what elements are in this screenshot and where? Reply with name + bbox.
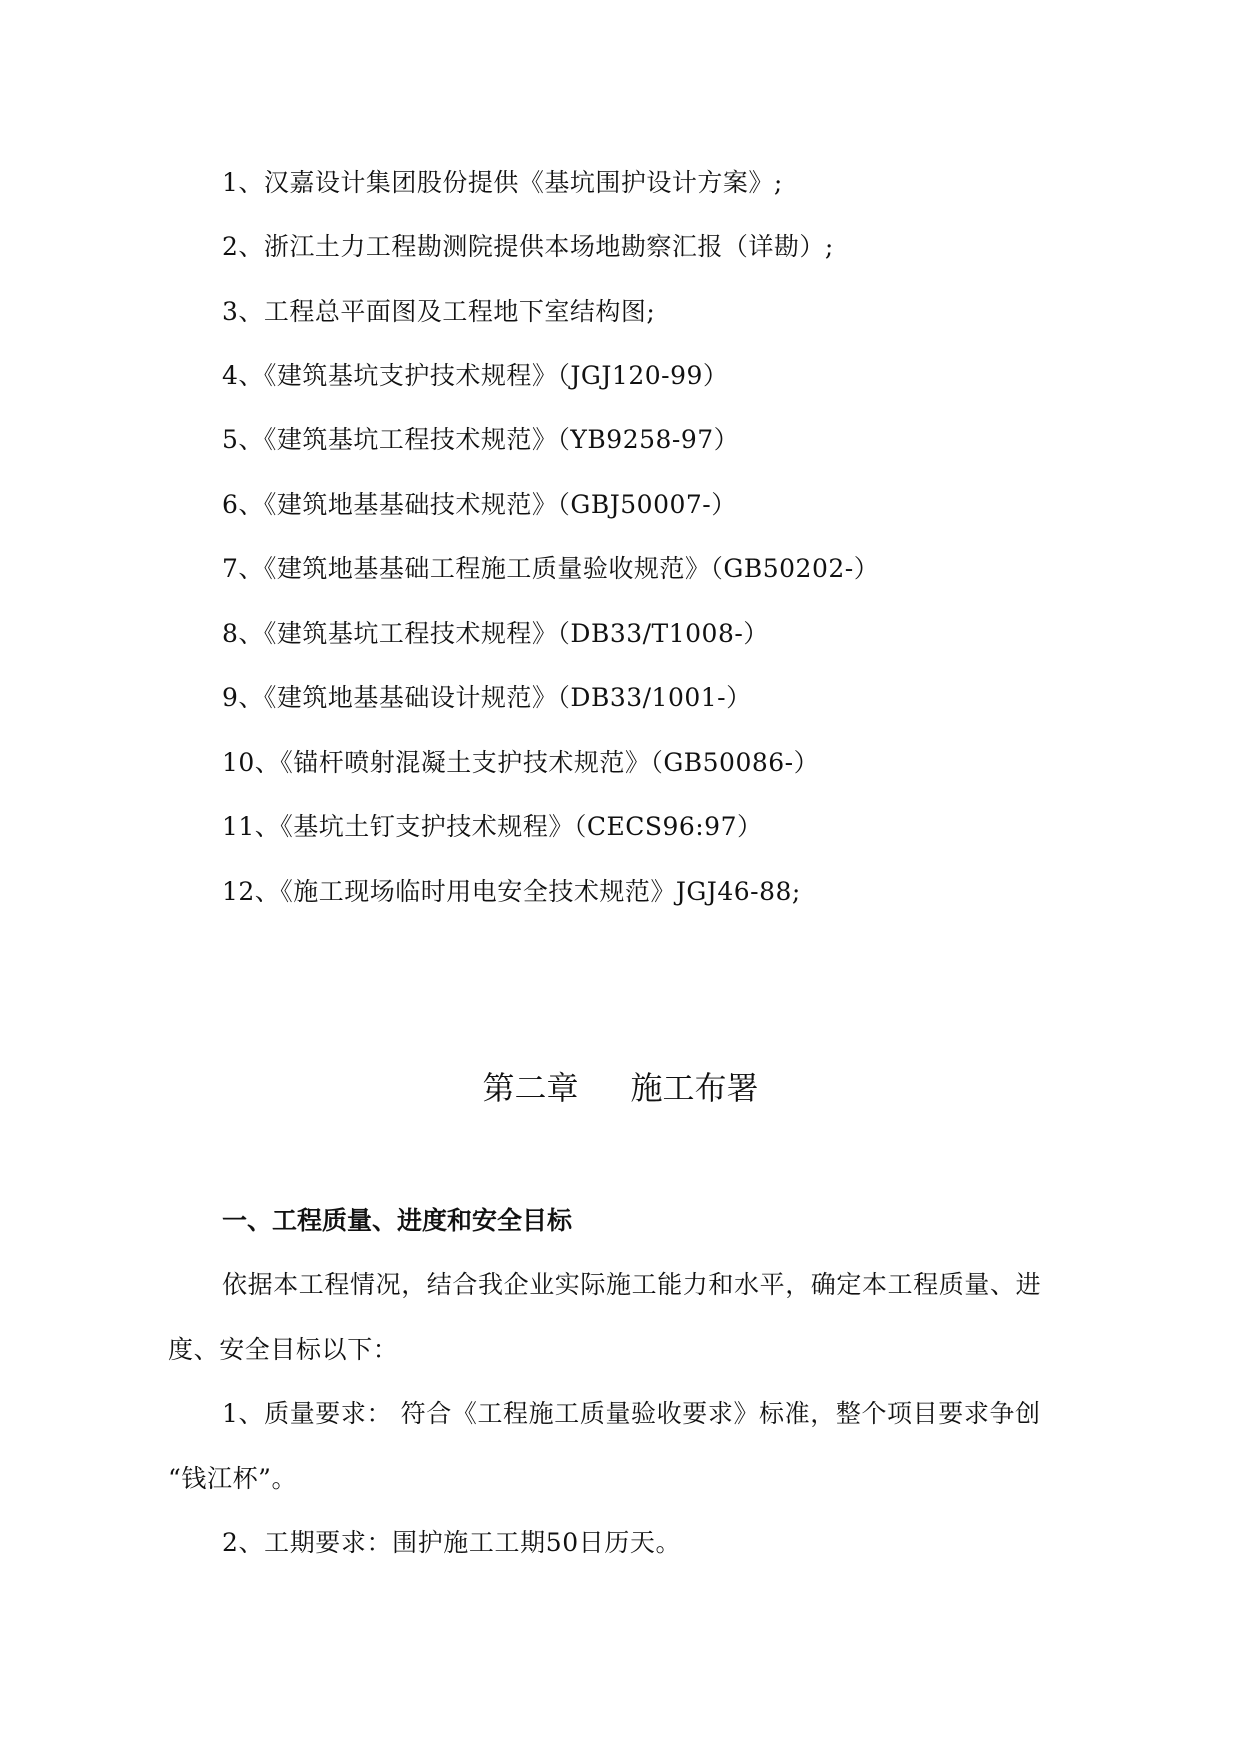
- schedule-requirement: 2、工期要求：围护施工工期50日历天。: [222, 1528, 682, 1557]
- chapter-name: 施工布署: [630, 1069, 759, 1107]
- list-item: 11、《基坑土钉支护技术规程》（CECS96:97）: [222, 812, 763, 841]
- chapter-number: 第二章: [482, 1069, 579, 1107]
- chapter-title: [0, 1068, 1241, 1108]
- list-item: 3、工程总平面图及工程地下室结构图;: [222, 297, 656, 326]
- intro-paragraph-line-2: 度、安全目标以下：: [168, 1335, 399, 1364]
- list-item: 7、《建筑地基基础工程施工质量验收规范》（GB50202-）: [222, 554, 880, 583]
- list-item: 6、《建筑地基基础技术规范》（GBJ50007-）: [222, 490, 737, 519]
- quality-requirement-line-2: “钱江杯”。: [168, 1464, 298, 1493]
- list-item: 9、《建筑地基基础设计规范》（DB33/1001-）: [222, 683, 752, 712]
- list-item: 2、浙江土力工程勘测院提供本场地勘察汇报（详勘）;: [222, 232, 834, 261]
- quality-requirement-line-1: 1、质量要求： 符合《工程施工质量验收要求》标准，整个项目要求争创: [222, 1399, 1041, 1428]
- intro-paragraph-line-1: 依据本工程情况，结合我企业实际施工能力和水平，确定本工程质量、进: [222, 1270, 1042, 1299]
- list-item: 1、汉嘉设计集团股份提供《基坑围护设计方案》;: [222, 168, 783, 197]
- list-item: 10、《锚杆喷射混凝土支护技术规范》（GB50086-）: [222, 748, 820, 777]
- list-item: 5、《建筑基坑工程技术规范》（YB9258-97）: [222, 425, 740, 454]
- list-item: 4、《建筑基坑支护技术规程》（JGJ120-99）: [222, 361, 729, 390]
- list-item: 12、《施工现场临时用电安全技术规范》JGJ46-88;: [222, 877, 801, 906]
- section-heading: 一、工程质量、进度和安全目标: [222, 1206, 573, 1235]
- list-item: 8、《建筑基坑工程技术规程》（DB33/T1008-）: [222, 619, 769, 648]
